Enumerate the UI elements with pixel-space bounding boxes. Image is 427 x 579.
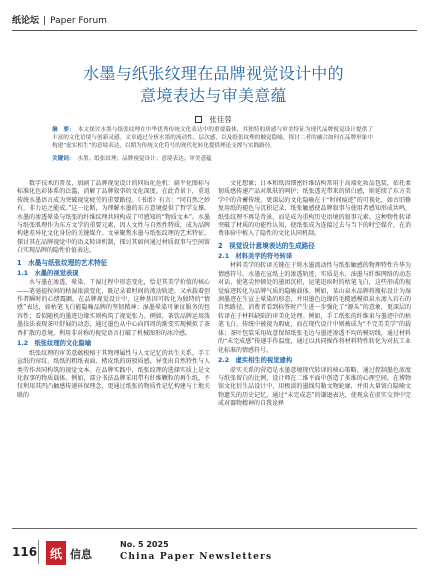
keywords-label: 关键词： bbox=[52, 155, 75, 162]
publication-name-en: China Paper Newsletters bbox=[120, 552, 273, 562]
body-paragraph: 数字技术的普及，加剧了品牌视觉设计的同质化危机：扁平化图标与标准化色彩体系的泛滥，消解了品牌叙事的文化深度。在此背景下，重返传统水墨语言成为突破视觉疲劳的重要路径。《书谱》有言：“同自然之妙有，非力运之能成。”这一论断，为理解水墨的东方意境提供了哲学支撑。水墨的渗透晕染与纸张的纤维纹理共同构成了可感知的“物质文本”。水墨与纸张肌理作为东方文学的重要元素，因人文性与自然性特质，成为品牌构建差异化文化身份的关键媒介。文章聚焦水墨与纸张纹理的艺术特征，探讨其在品牌视觉中的语义转译机制，探讨其如何通过材质叙事与空间留白实现品牌的隐性价值表达。 bbox=[17, 180, 210, 255]
page-number: 116 bbox=[12, 545, 38, 559]
abstract-label: 摘 要： bbox=[52, 127, 75, 133]
header-column-name: 纸论坛 bbox=[12, 16, 40, 26]
section-heading: 1 水墨与纸张纹理的艺术特征 bbox=[17, 258, 108, 267]
abstract bbox=[52, 126, 373, 151]
logo-mark-text: 纸 bbox=[49, 547, 63, 561]
author-marker-icon bbox=[195, 116, 202, 123]
header-rule bbox=[12, 30, 417, 31]
section-heading: 2 视觉设计意境表达的生成路径 bbox=[218, 241, 315, 250]
abstract-block bbox=[52, 126, 373, 163]
header-divider: | bbox=[43, 16, 47, 26]
body-paragraph: 虚实关系的营造是水墨意境现代转译的核心策略，通过控制墨色浓度与纸张留白的比例，设计师在二维平面中创造了多维的心理空间。在博物馆文化衍生品设计中，用极淡的墨线勾勒文物轮廓，并用大量留白隐喻文物遗失的历史记忆，通过“未完成态”的谦逊表达，使观众在虚实交替中完成对器物精神的自我诠释 bbox=[218, 366, 411, 408]
keywords-text: 水墨；纸张纹理；品牌视觉设计；意境表达；审美意蕴 bbox=[77, 155, 212, 162]
footer-divider bbox=[38, 540, 39, 564]
footer-rule bbox=[12, 528, 417, 529]
abstract-text: 本文探讨水墨与纸张纹理在中华优秀传统文化表达中的重要载体，其独特的质感与审美特征为现代品牌视觉设计提供了丰富的文化语境与创新灵感。文章通过分析水墨的流动性、层次感，以及纸张纹理的触觉隐喻，探讨二者的融合如何在品牌形象中构建“虚实相生”的意境表达，以期为传统文化符号的现代化转化提供理论支撑与实践路径。 bbox=[52, 127, 373, 150]
body-paragraph: 材料美学的转译关键在于将水墨流动性与纸张触感的物理特性升华为情感符号。水墨在宣纸上的渗透轨迹，实质是水、油墨与纤维网络的动态对话，使笔尖停顿处的墨团沉积，运笔迅疾时的枯笔飞白，这些形成的视觉痕迹转化为品牌气质的隐喻载体。例如，某山泉水品牌将瓶标设计为湿润墨迹在生宣上晕染的形态，并用墨色边缘的毛糙感模拟泉水渗入岩石的自然路径，消费者看到标签时产生进一步强化了“源头”的意象，更深层的转译在于材料缺陷的审美化处理。例如，手工纸张的纤维束与墨迹中的枯笔飞白，传统中被视为瑕疵，而在现代设计中则被成为“不完美美学”的载体；茶叶包装采用故意保留纸张毛边与墨迹渗透不均的模切线，通过材料的“未完成感”传递手作温度，通过以共同操作将材料特性转化为对抗工业化标准的情感符号。 bbox=[218, 262, 411, 354]
body-paragraph: 文化想象；日本和纸因细密纤维结构常用于高端化妆品包装，依托柔韧质感传递产品对肌肤的呵护；纸张透光带来的留白感，则延续了东方美学中的含蓄传统。更深层的文化隐喻在于“时间痕迹”的可视化，如古旧修复用纸的褪色与沉积记录，纸张触感使品牌叙事与使用者感知形成共鸣，纸张纹理不再是背景，而是成为重构历史语境的叙事元素。这种物性转译突破了材质的功能性认知，使纸张成为连接过去与当下的时空媒介，在消费体验中植入了隐性的文化认同机制。 bbox=[218, 180, 411, 238]
body-paragraph: 水与墨在渗透、晕染、干湿过程中形态变化，恰是其美学价值的核心——笔毫提按间的枯湿浓淡变化，既记录着时间的流动轨迹，又承载着创作者瞬时的心绪震颤。在品牌视觉设计中，这种基因可转化为独特的“情感”表达，如枯笔飞白能隐喻品牌的坚韧精神；湿墨晕染可象征服务的包容性；看似随机的墨迹边缘实则构筑了视觉张力。例如，茶饮品牌运用泼墨技法表现茶叶舒展的动态，通过墨色从中心向四周的渐变实现模拟了茶香扩散的意境，利用非对称的视觉语言打破了机械图形的冰冷感。 bbox=[17, 279, 210, 337]
body-paragraph: 纸张纹理的审美意蕴根植于其物理属性与人文记忆的共生关系。手工宣纸的帘纹、纸纸的粗纸表面、楮皮纸的斑驳质感，异变出自然特性与人类劳作共同构筑的视觉文本。在品牌实践中，纸张纹理的选择实质上是文化叙事的物质载体。例如，部分书法品牌采用带有纤维颗粒的再生纸，不仅利用其凹凸触感传递环保理念，更通过纸张的物质性记忆构建与土地关联的 bbox=[17, 349, 210, 399]
body-column-left bbox=[17, 180, 210, 521]
subsection-heading: 1.2 纸张纹理的文化隐喻 bbox=[17, 340, 92, 348]
subsection-heading: 2.1 材料美学的符号转译 bbox=[218, 252, 293, 260]
body-column-right bbox=[218, 180, 411, 521]
logo-word-text: 信息 bbox=[70, 548, 92, 561]
header-column-name-en: Paper Forum bbox=[50, 16, 107, 26]
keywords bbox=[52, 155, 373, 163]
issue-number: No. 5 2025 bbox=[120, 540, 169, 549]
subsection-heading: 2.2 虚实相生的视觉建构 bbox=[218, 356, 293, 364]
article-title-line-1: 水墨与纸张纹理在品牌视觉设计中的 bbox=[83, 64, 344, 83]
subsection-heading: 1.1 水墨的视觉表现 bbox=[17, 269, 79, 277]
article-title-line-2: 意境表达与审美意蕴 bbox=[140, 86, 287, 105]
running-header bbox=[12, 16, 107, 27]
author-name: 张佳蓉 bbox=[209, 115, 232, 124]
author-line bbox=[0, 114, 427, 125]
journal-logo bbox=[46, 538, 118, 568]
